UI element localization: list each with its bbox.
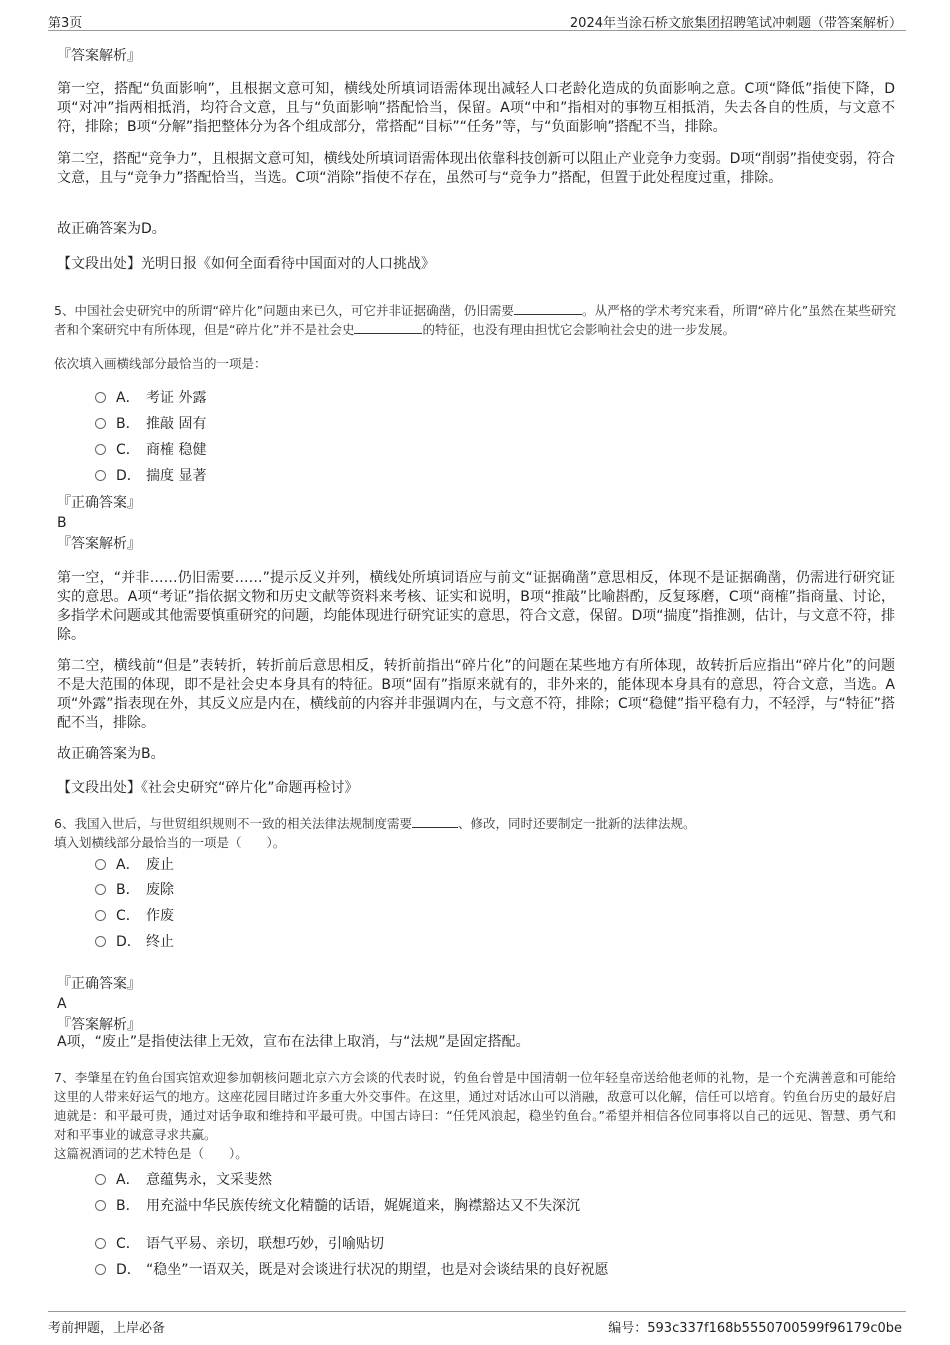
radio-icon[interactable] [95,418,106,429]
q5-answer: B [57,515,67,531]
radio-icon[interactable] [95,1264,106,1275]
q5-prompt: 依次填入画横线部分最恰当的一项是： [54,356,267,371]
q5-answer-label: 『正确答案』 [57,495,141,511]
q6-prompt: 填入划横线部分最恰当的一项是（ ）。 [54,835,286,850]
radio-icon[interactable] [95,884,106,895]
q5-option-d[interactable]: D． 揣度 显著 [95,466,206,486]
q6-analysis-label: 『答案解析』 [57,1017,141,1033]
page-footer [48,1311,906,1336]
document-title: 2024年当涂石桥文旅集团招聘笔试冲刺题（带答案解析） [569,16,902,31]
q6-analysis: A项，“废止”是指使法律上无效，宣布在法律上取消，与“法规”是固定搭配。 [57,1034,530,1050]
q7-option-d[interactable]: D． “稳坐”一语双关，既是对会谈进行状况的期望，也是对会谈结果的良好祝愿 [95,1260,609,1280]
q6-option-d[interactable]: D． 终止 [95,932,174,952]
q4-source: 【文段出处】光明日报《如何全面看待中国面对的人口挑战》 [57,256,435,272]
q5-analysis-p2: 第二空，横线前“但是”表转折，转折前后意思相反，转折前指出“碎片化”的问题在某些地方有所体现，故转折后应指出“碎片化”的问题不是大范围的体现，即不是社会史本身具有的特征。B项“固有”指原来就有的，非外来的，能体现本身具有的意思，符合文意，当选。A项“外露”指表现在外，其反义应是内在，横线前的内容并非强调内在，与文意不符，排除；C项“稳健”指平稳有力，不轻浮，与“特征”搭配不当，排除。 [57,658,895,731]
q7-option-b[interactable]: B． 用充溢中华民族传统文化精髓的话语，娓娓道来，胸襟豁达又不失深沉 [95,1196,580,1216]
q4-analysis-p1: 第一空，搭配“负面影响”，且根据文意可知，横线处所填词语需体现出减轻人口老龄化造成的负面影响之意。C项“降低”指使下降，D项“对冲”指两相抵消，均符合文意，且与“负面影响”搭配恰当，保留。A项“中和”指相对的事物互相抵消，失去各自的性质，与文意不符，排除；B项“分解”指把整体分为各个组成部分，常搭配“目标”“任务”等，与“负面影响”搭配不当，排除。 [57,81,895,135]
radio-icon[interactable] [95,392,106,403]
q5-analysis-label: 『答案解析』 [57,536,141,552]
q5-option-c[interactable]: C． 商榷 稳健 [95,440,206,460]
q5-analysis-p1: 第一空，“并非……仍旧需要……”提示反义并列，横线处所填词语应与前文“证据确凿”意思相反，体现不是证据确凿，仍需进行研究证实的意思。A项“考证”指依据文物和历史文献等资料来考核、证实和说明，B项“推敲”比喻斟酌，反复琢磨，C项“商榷”指商量、讨论，多指学术问题或其他需要慎重研究的问题，均能体现进行研究证实的意思，符合文意，保留。D项“揣度”指推测，估计，与文意不符，排除。 [57,570,895,643]
q5-option-b[interactable]: B． 推敲 固有 [95,414,206,434]
q4-conclusion: 故正确答案为D。 [57,221,166,237]
q7-stem: 7、李肇星在钓鱼台国宾馆欢迎参加朝核问题北京六方会谈的代表时说，钓鱼台曾是中国清朝一位年轻皇帝送给他老师的礼物，是一个充满善意和可能给这里的人带来好运气的地方。这座花园目睹过许多重大外交事件。在这里，通过对话冰山可以消融，敌意可以化解，信任可以培育。钓鱼台历史的最好启迪就是：和平最可贵，通过对话争取和维持和平最可贵。中国古诗曰：“任凭风浪起，稳坐钓鱼台。”希望并相信各位同事将以自己的远见、智慧、勇气和对和平事业的诚意寻求共赢。 [54,1070,896,1142]
q6-option-b[interactable]: B． 废除 [95,880,174,900]
radio-icon[interactable] [95,859,106,870]
radio-icon[interactable] [95,1238,106,1249]
q6-option-a[interactable]: A． 废止 [95,855,174,875]
q7-option-c[interactable]: C． 语气平易、亲切，联想巧妙，引喻贴切 [95,1234,384,1254]
q4-analysis-p2: 第二空，搭配“竞争力”，且根据文意可知，横线处所填词语需体现出依靠科技创新可以阻止产业竞争力变弱。D项“削弱”指使变弱，符合文意，且与“竞争力”搭配恰当，当选。C项“消除”指使不存在，虽然可与“竞争力”搭配，但置于此处程度过重，排除。 [57,151,895,186]
blank-line [354,321,422,334]
q5-source: 【文段出处】《社会史研究“碎片化”命题再检讨》 [57,780,359,796]
q5-option-a[interactable]: A． 考证 外露 [95,388,206,408]
footer-slogan: 考前押题，上岸必备 [48,1321,166,1336]
page-number: 第3页 [48,16,83,31]
q5-stem: 5、中国社会史研究中的所谓“碎片化”问题由来已久，可它并非证据确凿，仍旧需要 。从严格的学术考究来看，所谓“碎片化”虽然在某些研究者和个案研究中有所体现，但是“碎片化”并不是社会史 的特征，也没有理由担忧它会影响社会史的进一步发展。 [54,303,897,337]
radio-icon[interactable] [95,1174,106,1185]
radio-icon[interactable] [95,444,106,455]
q7-option-a[interactable]: A． 意蕴隽永，文采斐然 [95,1170,272,1190]
q6-answer-label: 『正确答案』 [57,976,141,992]
radio-icon[interactable] [95,470,106,481]
q7-prompt: 这篇祝酒词的艺术特色是（ ）。 [54,1146,248,1161]
blank-line [412,815,458,828]
q6-option-c[interactable]: C． 作废 [95,906,174,926]
q5-conclusion: 故正确答案为B。 [57,746,165,762]
q4-analysis-label: 『答案解析』 [57,48,141,64]
radio-icon[interactable] [95,936,106,947]
radio-icon[interactable] [95,1200,106,1211]
q6-answer: A [57,996,67,1012]
blank-line [514,302,582,315]
document-code: 编号：593c337f168b5550700599f96179c0be [608,1321,902,1336]
q6-stem: 6、我国入世后，与世贸组织规则不一致的相关法律法规制度需要 、修改，同时还要制定一批新的法律法规。 [54,816,696,831]
radio-icon[interactable] [95,910,106,921]
page-header [48,8,906,31]
